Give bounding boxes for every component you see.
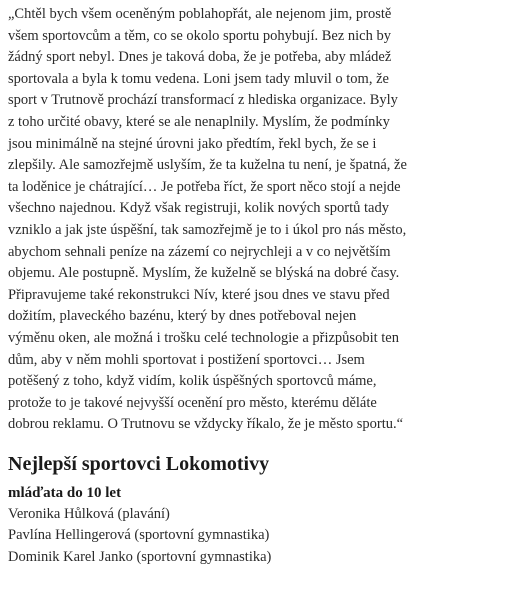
quote-line: dům, aby v něm mohli sportovat i postižení sportovci… Jsem: [8, 351, 365, 368]
quote-line: výměnu oken, ale možná i trošku celé technologie a přizpůsobit ten: [8, 329, 399, 346]
quote-line: dobrou reklamu. O Trutnovu se vždycky říkalo, že je město sportu.“: [8, 416, 404, 433]
athlete-list: [8, 504, 508, 569]
quote-line: objemu. Ale postupně. Myslím, že kuželně se blýská na dobré časy.: [8, 265, 400, 282]
quote-line: protože to je takové nejvyšší ocenění pro město, kterému děláte: [8, 394, 377, 411]
quote-line: ta loděnice je chátrající… Je potřeba říct, že sport něco stojí a nejde: [8, 178, 401, 195]
quote-paragraph: [8, 4, 498, 436]
quote-line: zlepšily. Ale samozřejmě uslyším, že ta kuželna tu není, je špatná, že: [8, 157, 407, 174]
quote-line: z toho určité obavy, které se ale nenaplnily. Myslím, že podmínky: [8, 113, 390, 130]
section-heading: Nejlepší sportovci Lokomotivy: [8, 452, 270, 475]
quote-line: jsou minimálně na stejné úrovni jako předtím, řekl bych, že se i: [8, 135, 377, 152]
athlete-item: Pavlína Hellingerová (sportovní gymnastika): [8, 527, 270, 544]
quote-line: Připravujeme také rekonstrukci Nív, které jsou dnes ve stavu před: [8, 286, 390, 303]
quote-line: všechno najednou. Když však registruji, kolik nových sportů tady: [8, 200, 389, 217]
quote-line: potěšený z toho, když vidím, kolik úspěšných sportovců máme,: [8, 373, 377, 390]
athlete-item: Veronika Hůlková (plavání): [8, 505, 170, 522]
athlete-item: Dominik Karel Janko (sportovní gymnastika): [8, 549, 272, 566]
quote-line: „Chtěl bych všem oceněným poblahopřát, ale nejenom jim, prostě: [8, 6, 392, 22]
quote-line: dožitím, plaveckého bazénu, který by dnes potřeboval nejen: [8, 308, 357, 325]
quote-line: sport v Trutnově prochází transformací z hlediska organizace. Byly: [8, 92, 398, 109]
category-label: mláďata do 10 let: [8, 484, 122, 501]
quote-line: sportovala a byla k tomu vedena. Loni jsem tady mluvil o tom, že: [8, 70, 389, 87]
quote-line: žádný sport nebyl. Dnes je taková doba, že je potřeba, aby mládež: [8, 49, 392, 66]
quote-line: vzniklo a jak jste úspěšní, tak samozřejmě je to i úkol pro nás město,: [8, 221, 407, 238]
quote-line: abychom sehnali peníze na zázemí co nejrychleji a v co největším: [8, 243, 391, 260]
quote-line: všem sportovcům a těm, co se okolo sportu pohybují. Bez nich by: [8, 27, 391, 44]
